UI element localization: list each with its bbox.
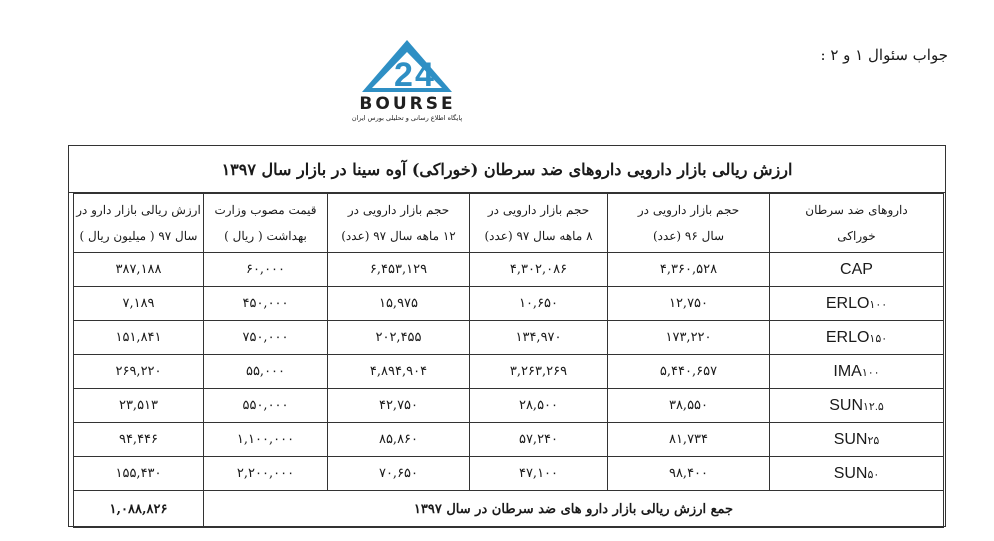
bourse-logo (332, 38, 482, 128)
vol96-cell: ۱۷۳,۲۲۰ (608, 321, 770, 355)
vol8m-cell: ۱۰,۶۵۰ (470, 287, 608, 321)
value-cell: ۱۵۵,۴۳۰ (74, 457, 204, 491)
price-cell: ۱,۱۰۰,۰۰۰ (204, 423, 328, 457)
header-value: ارزش ریالی بازار دارو در سال ۹۷ ( میلیون ریال ) (74, 194, 204, 253)
svg-text:2: 2 (394, 56, 413, 94)
value-cell: ۲۶۹,۲۲۰ (74, 355, 204, 389)
header-vol12m: حجم بازار دارویی در ۱۲ ماهه سال ۹۷ (عدد) (328, 194, 470, 253)
vol8m-cell: ۲۸,۵۰۰ (470, 389, 608, 423)
value-cell: ۷,۱۸۹ (74, 287, 204, 321)
total-label: جمع ارزش ریالی بازار دارو های ضد سرطان در سال ۱۳۹۷ (204, 491, 944, 528)
vol8m-cell: ۱۳۴,۹۷۰ (470, 321, 608, 355)
table-row (74, 321, 944, 355)
vol8m-cell: ۳,۲۶۳,۲۶۹ (470, 355, 608, 389)
table-title: ارزش ریالی بازار دارویی داروهای ضد سرطان (خوراکی) آوه سینا در بازار سال ۱۳۹۷ (69, 146, 945, 193)
vol12m-cell: ۸۵,۸۶۰ (328, 423, 470, 457)
drug-cell: SUN۱۲.۵ (770, 389, 944, 423)
vol96-cell: ۳۸,۵۵۰ (608, 389, 770, 423)
vol96-cell: ۱۲,۷۵۰ (608, 287, 770, 321)
table-row (74, 287, 944, 321)
value-cell: ۹۴,۴۴۶ (74, 423, 204, 457)
price-cell: ۲,۲۰۰,۰۰۰ (204, 457, 328, 491)
vol8m-cell: ۴۷,۱۰۰ (470, 457, 608, 491)
vol12m-cell: ۴,۸۹۴,۹۰۴ (328, 355, 470, 389)
svg-text:4: 4 (415, 56, 434, 94)
header-drug: داروهای ضد سرطان خوراکی (770, 194, 944, 253)
vol12m-cell: ۴۲,۷۵۰ (328, 389, 470, 423)
logo-word: BOURSE (359, 94, 456, 114)
logo-triangle-icon (332, 38, 482, 98)
header-vol8m: حجم بازار دارویی در ۸ ماهه سال ۹۷ (عدد) (470, 194, 608, 253)
drug-cell: IMA۱۰۰ (770, 355, 944, 389)
total-value: ۱,۰۸۸,۸۲۶ (74, 491, 204, 528)
table-row (74, 457, 944, 491)
data-table (73, 193, 944, 528)
answer-heading: جواب سئوال ۱ و ۲ : (820, 46, 948, 64)
vol96-cell: ۴,۳۶۰,۵۲۸ (608, 253, 770, 287)
price-cell: ۴۵۰,۰۰۰ (204, 287, 328, 321)
logo-tagline: پایگاه اطلاع رسانی و تحلیلی بورس ایران (351, 114, 463, 122)
table-row (74, 389, 944, 423)
vol8m-cell: ۴,۳۰۲,۰۸۶ (470, 253, 608, 287)
table-row (74, 355, 944, 389)
header-price: قیمت مصوب وزارت بهداشت ( ریال ) (204, 194, 328, 253)
vol96-cell: ۸۱,۷۳۴ (608, 423, 770, 457)
value-cell: ۳۸۷,۱۸۸ (74, 253, 204, 287)
table-row (74, 423, 944, 457)
drug-cell: ERLO۱۵۰ (770, 321, 944, 355)
price-cell: ۵۵,۰۰۰ (204, 355, 328, 389)
price-cell: ۵۵۰,۰۰۰ (204, 389, 328, 423)
vol96-cell: ۵,۴۴۰,۶۵۷ (608, 355, 770, 389)
vol12m-cell: ۱۵,۹۷۵ (328, 287, 470, 321)
header-row (74, 194, 944, 253)
table-row (74, 253, 944, 287)
value-cell: ۲۳,۵۱۳ (74, 389, 204, 423)
vol8m-cell: ۵۷,۲۴۰ (470, 423, 608, 457)
price-cell: ۷۵۰,۰۰۰ (204, 321, 328, 355)
market-value-table (68, 145, 946, 527)
value-cell: ۱۵۱,۸۴۱ (74, 321, 204, 355)
vol12m-cell: ۶,۴۵۳,۱۲۹ (328, 253, 470, 287)
price-cell: ۶۰,۰۰۰ (204, 253, 328, 287)
drug-cell: SUN۲۵ (770, 423, 944, 457)
drug-cell: CAP (770, 253, 944, 287)
vol12m-cell: ۷۰,۶۵۰ (328, 457, 470, 491)
total-row (74, 491, 944, 528)
vol12m-cell: ۲۰۲,۴۵۵ (328, 321, 470, 355)
drug-cell: ERLO۱۰۰ (770, 287, 944, 321)
vol96-cell: ۹۸,۴۰۰ (608, 457, 770, 491)
header-vol96: حجم بازار دارویی در سال ۹۶ (عدد) (608, 194, 770, 253)
drug-cell: SUN۵۰ (770, 457, 944, 491)
